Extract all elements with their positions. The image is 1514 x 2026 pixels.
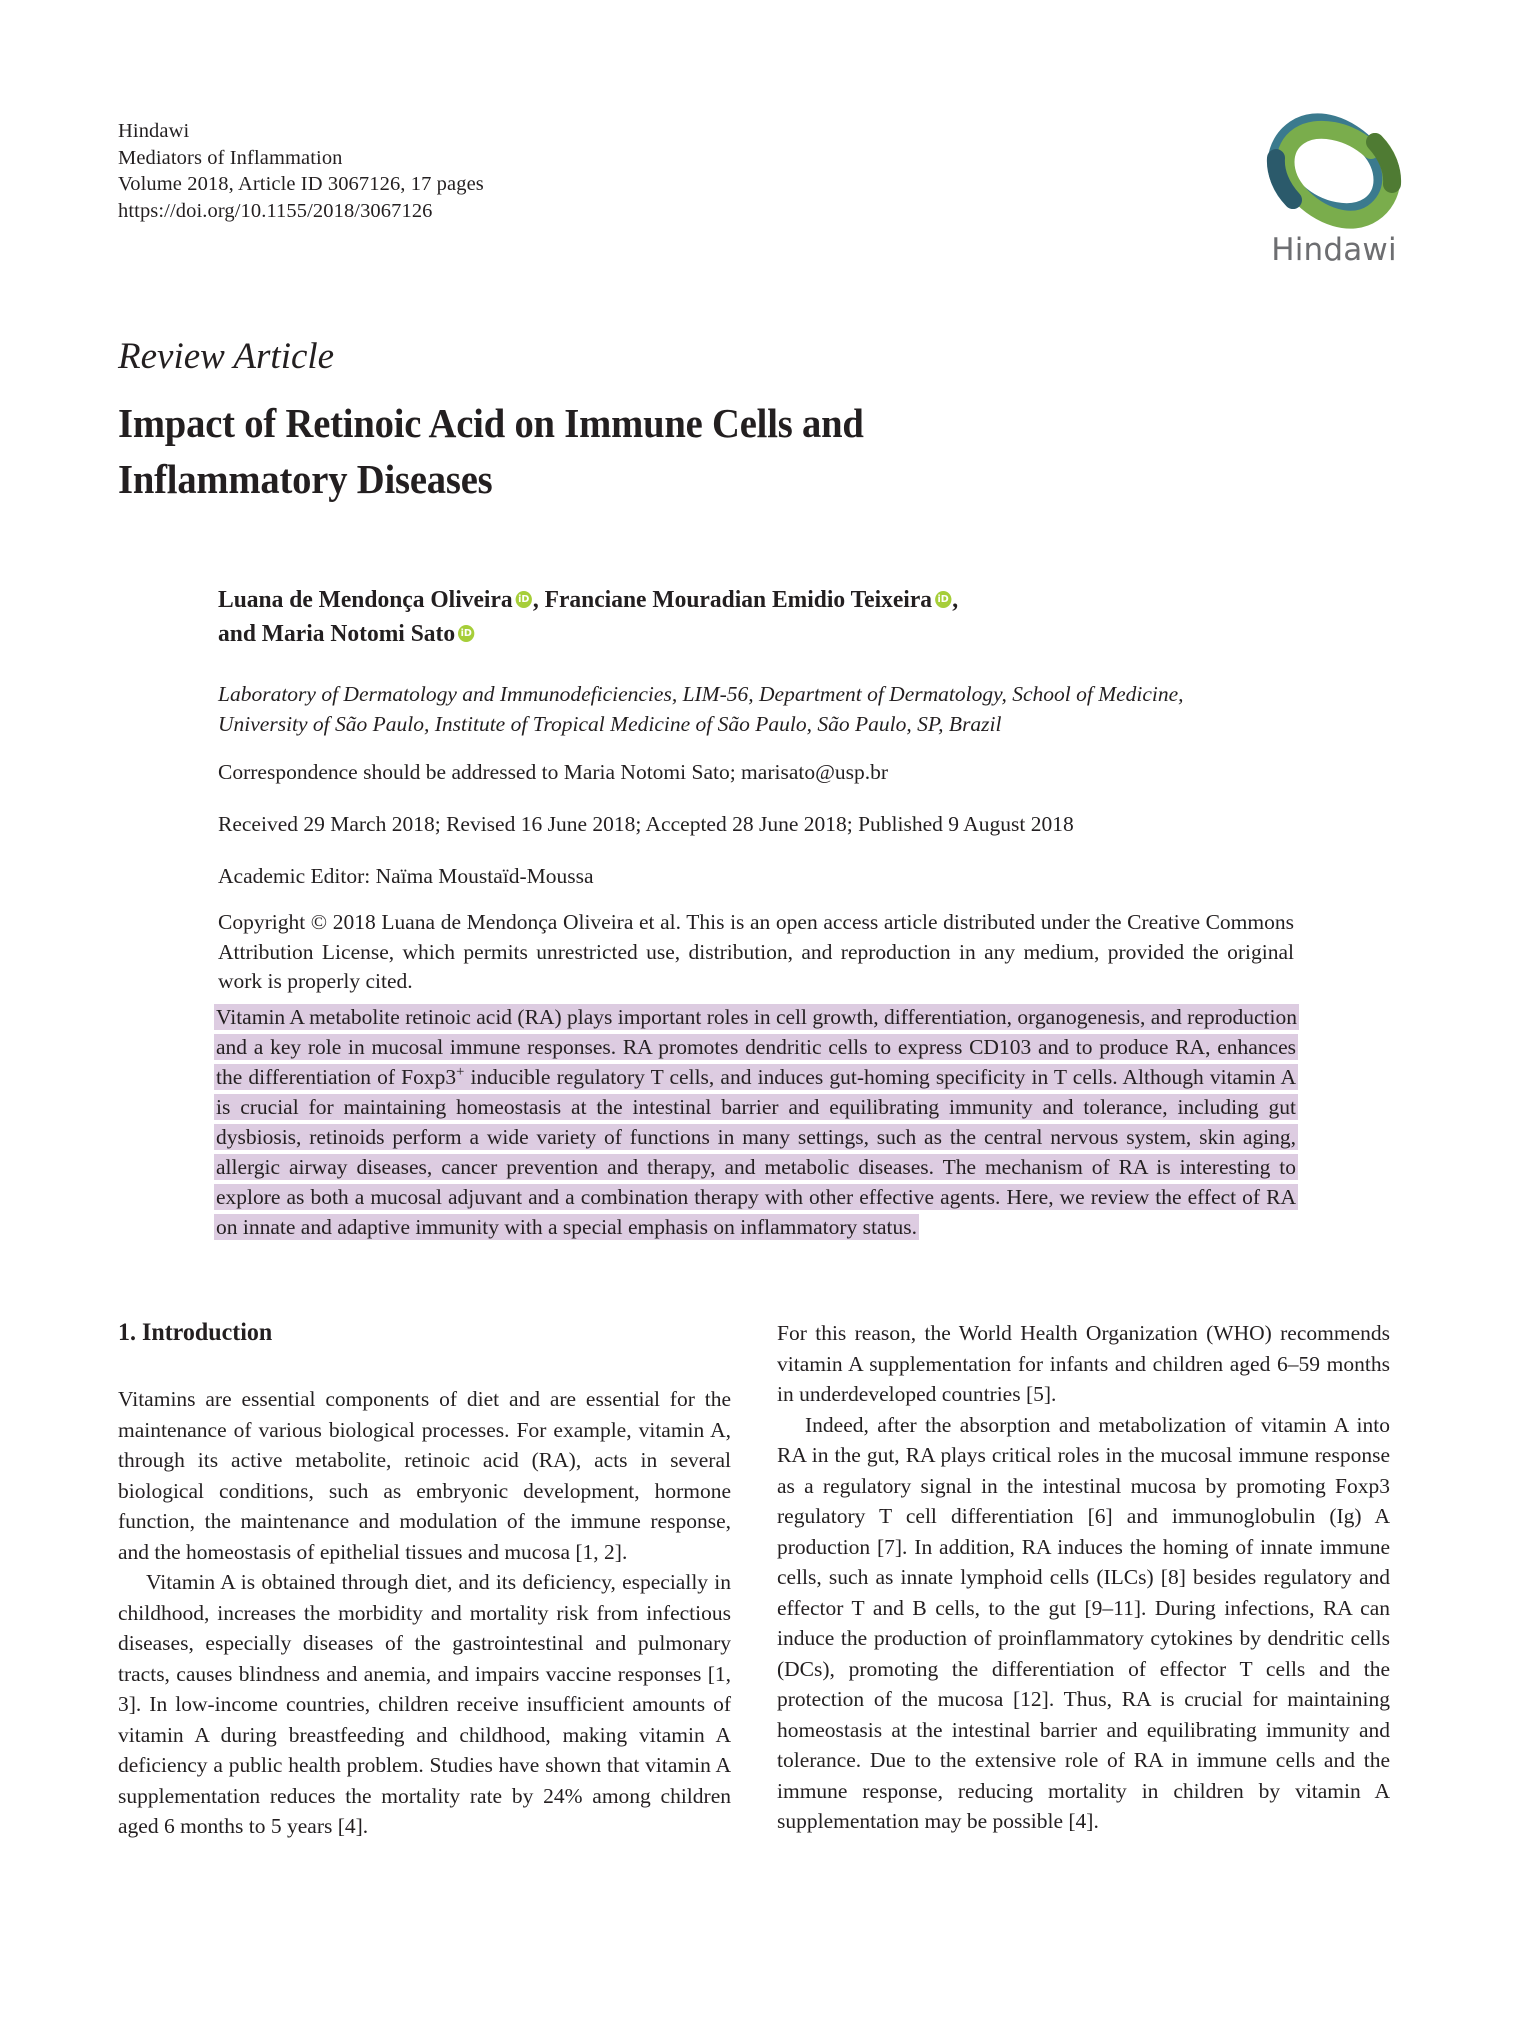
abstract-block bbox=[214, 1002, 1298, 1242]
page-title bbox=[118, 395, 1048, 507]
author-list bbox=[218, 583, 1284, 651]
author-separator-2: , bbox=[952, 586, 959, 613]
section-heading-introduction: 1. Introduction bbox=[118, 1319, 273, 1346]
author-separator-1: , Franciane Mouradian Emidio Teixeira bbox=[532, 586, 933, 613]
affiliation-line-2: University of São Paulo, Institute of Tropical Medicine of São Paulo, São Paulo, SP, Brazil bbox=[218, 712, 1002, 736]
hindawi-wordmark: Hindawi bbox=[1271, 232, 1397, 268]
title-line-2: Inflammatory Diseases bbox=[118, 456, 493, 502]
abstract-text-part-1: Vitamin A metabolite retinoic acid (RA) plays important roles in cell growth, differentiation, organogenesis, and reproduction and a key role in mucosal immune responses. RA promotes dendritic cells to express CD103 and to produce RA, enhances the differentiation of Foxp3 bbox=[216, 1005, 1298, 1089]
orcid-icon[interactable] bbox=[458, 625, 474, 642]
copyright-statement: Copyright © 2018 Luana de Mendonça Oliveira et al. This is an open access article distributed under the Creative Commons Attribution License, which permits unrestricted use, distribution, and reproduction in any medium, provided the original work is properly cited. bbox=[218, 910, 1294, 993]
paragraph: Indeed, after the absorption and metabolization of vitamin A into RA in the gut, RA plays critical roles in the mucosal immune response as a regulatory signal in the intestinal mucosa by promoting Foxp3 regulatory T cell differentiation [6] and immunoglobulin (Ig) A production [7]. In addition, RA induces the homing of innate immune cells, such as innate lymphoid cells (ILCs) [8] besides regulatory and effector T and B cells, to the gut [9–11]. During infections, RA can induce the production of proinflammatory cytokines by dendritic cells (DCs), promoting the differentiation of effector T cells and the protection of the mucosa [12]. Thus, RA is crucial for maintaining homeostasis at the intestinal barrier and equilibrating immunity and tolerance. Due to the extensive role of RA in immune cells and the immune response, reducing mortality in children by vitamin A supplementation may be possible [4]. bbox=[777, 1412, 1390, 1833]
abstract-superscript: + bbox=[456, 1063, 465, 1080]
abstract-text bbox=[214, 1004, 1299, 1240]
hindawi-rings-icon bbox=[1257, 112, 1412, 230]
academic-editor-line: Academic Editor: Naïma Moustaïd-Moussa bbox=[218, 864, 594, 888]
paragraph: Vitamins are essential components of diet and are essential for the maintenance of various biological processes. For example, vitamin A, through its active metabolite, retinoic acid (RA), acts in several biological conditions, such as embryonic development, hormone function, the maintenance and modulation of the immune response, and the homeostasis of epithelial tissues and mucosa [1, 2]. bbox=[118, 1387, 731, 1564]
article-type-label: Review Article bbox=[118, 336, 335, 377]
paragraph: Vitamin A is obtained through diet, and its deficiency, especially in childhood, increases the morbidity and mortality risk from infectious diseases, especially diseases of the gastrointestinal and pulmonary tracts, causes blindness and anemia, and impairs vaccine responses [1, 3]. In low-income countries, children receive insufficient amounts of vitamin A during breastfeeding and childhood, making vitamin A deficiency a public health problem. Studies have shown that vitamin A supplementation reduces the mortality rate by 24% among children aged 6 months to 5 years [4]. bbox=[118, 1570, 731, 1838]
paragraph: For this reason, the World Health Organization (WHO) recommends vitamin A supplementation for infants and children aged 6–59 months in underdeveloped countries [5]. bbox=[777, 1321, 1390, 1406]
abstract-text-part-2: inducible regulatory T cells, and induces gut-homing specificity in T cells. Although vitamin A is crucial for maintaining homeostasis at the intestinal barrier and equilibrating immunity and tolerance, including gut dysbiosis, retinoids perform a wide variety of functions in many settings, such as the central nervous system, skin aging, allergic airway diseases, cancer prevention and therapy, and metabolic diseases. The mechanism of RA is interesting to explore as both a mucosal adjuvant and a combination therapy with other effective agents. Here, we review the effect of RA on innate and adaptive immunity with a special emphasis on inflammatory status. bbox=[216, 1065, 1296, 1239]
journal-masthead bbox=[118, 118, 484, 224]
orcid-icon[interactable] bbox=[935, 591, 951, 608]
author-name-1[interactable]: Luana de Mendonça Oliveira bbox=[218, 586, 513, 613]
publisher-name: Hindawi bbox=[118, 120, 190, 142]
publication-dates-line: Received 29 March 2018; Revised 16 June 2018; Accepted 28 June 2018; Published 9 August 2018 bbox=[218, 812, 1074, 836]
affiliation-block bbox=[218, 679, 1278, 739]
body-column-right bbox=[777, 1318, 1390, 1837]
doi-link[interactable]: https://doi.org/10.1155/2018/3067126 bbox=[118, 199, 433, 222]
volume-article-line: Volume 2018, Article ID 3067126, 17 pages bbox=[118, 173, 484, 195]
correspondence-line: Correspondence should be addressed to Maria Notomi Sato; marisato@usp.br bbox=[218, 760, 889, 784]
author-name-3[interactable]: and Maria Notomi Sato bbox=[218, 620, 456, 647]
affiliation-line-1: Laboratory of Dermatology and Immunodeficiencies, LIM-56, Department of Dermatology, School of Medicine, bbox=[218, 682, 1184, 706]
orcid-icon[interactable] bbox=[516, 591, 532, 608]
title-line-1: Impact of Retinoic Acid on Immune Cells and bbox=[118, 400, 864, 446]
journal-name: Mediators of Inflammation bbox=[118, 146, 343, 169]
body-column-left bbox=[118, 1318, 731, 1842]
hindawi-logo[interactable] bbox=[1244, 112, 1424, 268]
